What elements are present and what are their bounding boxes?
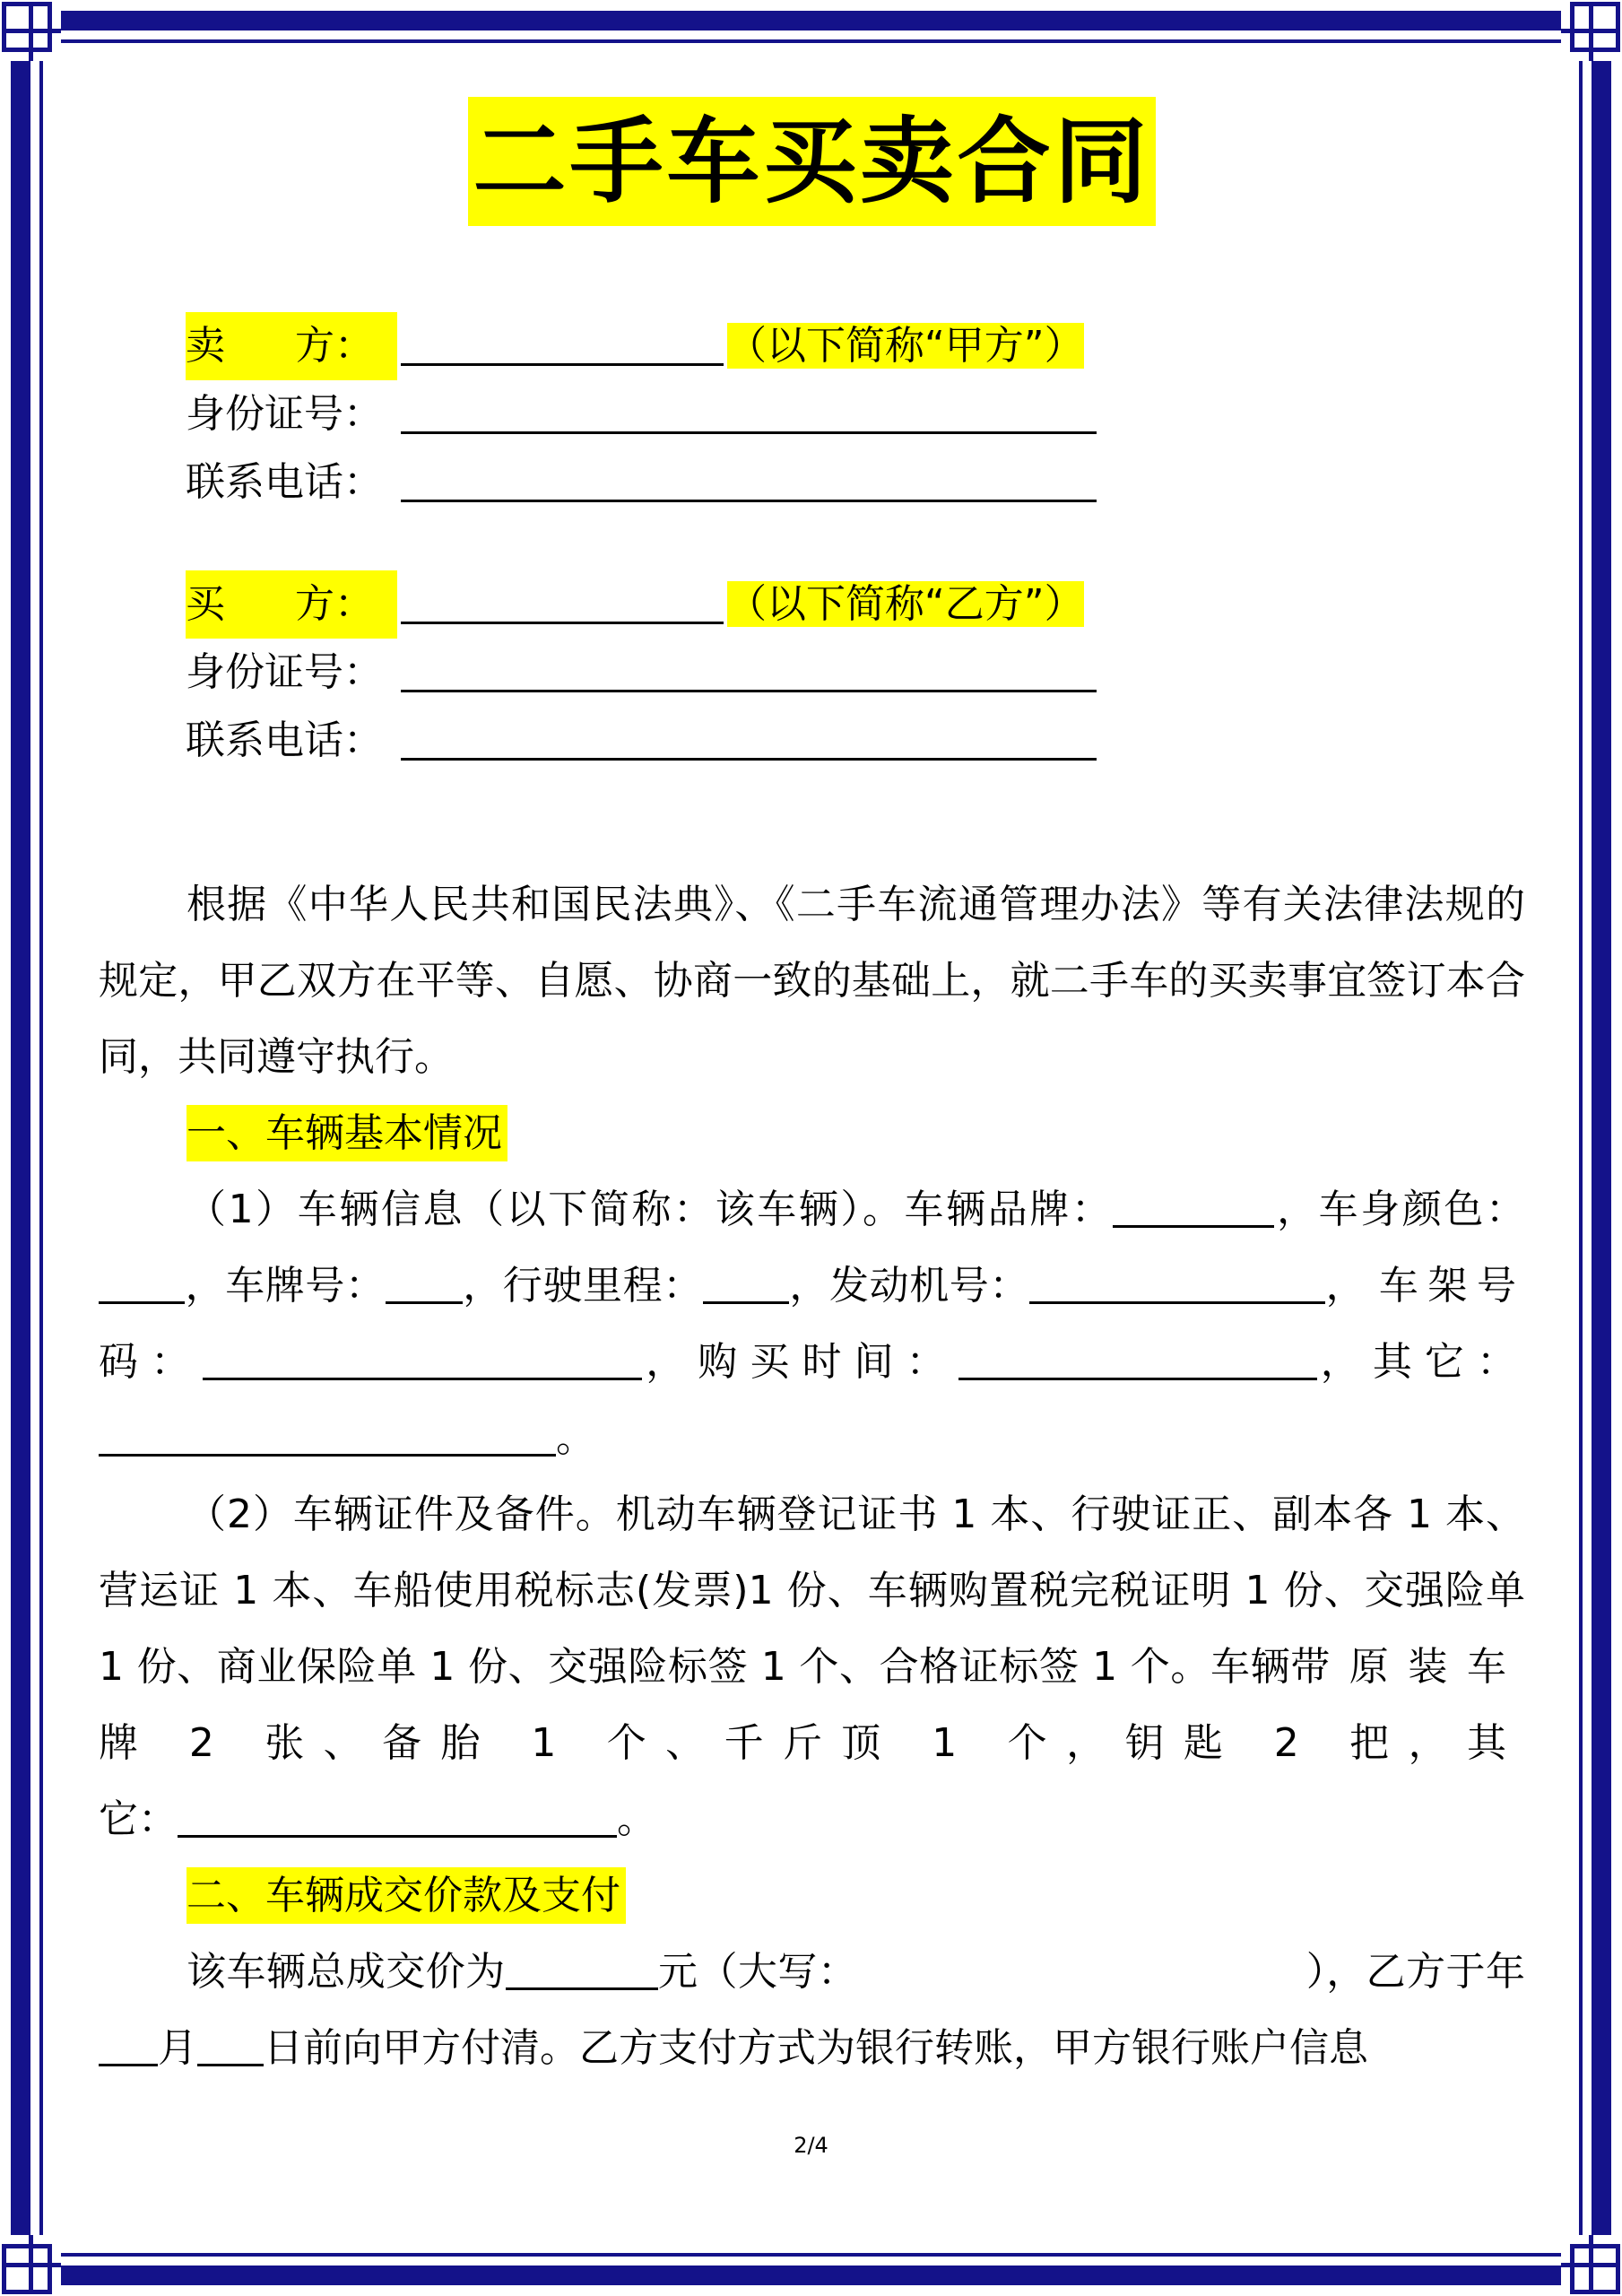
mileage-blank[interactable] bbox=[703, 1264, 789, 1304]
seller-label: 卖 方： bbox=[186, 312, 397, 380]
accessories-other-blank[interactable] bbox=[178, 1797, 617, 1838]
seller-phone-label: 联系电话： bbox=[186, 459, 383, 505]
payment-paragraph: 该车辆总成交价为 元（大写： ），乙方于年月 日前向甲方付清。乙方支付方式为银行转账，甲方银行账户信息 bbox=[99, 1934, 1525, 2086]
documents-paragraph: （2）车辆证件及备件。机动车辆登记证书 1 本、行驶证正、副本各 1 本、营运证 1 本、车船使用税标志(发票)1 份、车辆购置税完税证明 1 份、交强险单 1 份、商业保险单 1 份、交强险标签 1 个、合格证标签 1 个。车辆带原装车牌 2 张、备胎 1 个、千斤顶 1 个，钥匙 2 把，其它： 。 bbox=[99, 1492, 1525, 1842]
page-number: 2/4 bbox=[794, 2133, 828, 2158]
buyer-phone-label: 联系电话： bbox=[186, 718, 383, 763]
buyer-phone-blank[interactable] bbox=[401, 722, 1097, 761]
corner-ornament-bottom-left bbox=[2, 2235, 61, 2294]
corner-ornament-bottom-right bbox=[1561, 2235, 1620, 2294]
buyer-label: 买 方： bbox=[186, 570, 397, 639]
contract-body bbox=[99, 866, 1525, 2086]
intro-paragraph: 根据《中华人民共和国民法典》、《二手车流通管理办法》等有关法律法规的规定，甲乙双方在平等、自愿、协商一致的基础上，就二手车的买卖事宜签订本合同，共同遵守执行。 bbox=[99, 882, 1525, 1080]
engine-number-blank[interactable] bbox=[1029, 1264, 1325, 1304]
plate-blank[interactable] bbox=[386, 1264, 463, 1304]
month-blank[interactable] bbox=[99, 2026, 158, 2066]
corner-ornament-top-right bbox=[1561, 2, 1620, 61]
seller-block bbox=[186, 312, 1097, 517]
vehicle-info-paragraph: （1）车辆信息（以下简称：该车辆）。车辆品牌： ，车身颜色：，车牌号： ，行驶里程： ，发动机号： ， 车架号码： ，购买时间： ，其它：。 bbox=[99, 1187, 1526, 1461]
buyer-name-blank[interactable] bbox=[401, 586, 724, 624]
price-blank[interactable] bbox=[506, 1950, 658, 1990]
seller-id-blank[interactable] bbox=[401, 396, 1097, 434]
color-blank[interactable] bbox=[99, 1264, 185, 1304]
day-blank[interactable] bbox=[197, 2026, 264, 2066]
seller-name-blank[interactable] bbox=[401, 327, 724, 366]
document-title: 二手车买卖合同 bbox=[468, 97, 1156, 226]
seller-phone-blank[interactable] bbox=[401, 464, 1097, 502]
vehicle-other-blank[interactable] bbox=[99, 1416, 556, 1457]
seller-id-label: 身份证号： bbox=[186, 391, 383, 437]
section-1-heading: 一、车辆基本情况 bbox=[186, 1095, 1525, 1171]
buyer-block bbox=[186, 570, 1097, 775]
seller-alias: （以下简称“甲方”） bbox=[727, 323, 1084, 369]
buyer-id-label: 身份证号： bbox=[186, 649, 383, 695]
vin-blank[interactable] bbox=[203, 1340, 642, 1380]
buyer-id-blank[interactable] bbox=[401, 654, 1097, 692]
buyer-alias: （以下简称“乙方”） bbox=[727, 581, 1084, 627]
purchase-date-blank[interactable] bbox=[958, 1340, 1317, 1380]
corner-ornament-top-left bbox=[2, 2, 61, 61]
brand-blank[interactable] bbox=[1113, 1187, 1274, 1228]
section-2-heading: 二、车辆成交价款及支付 bbox=[186, 1857, 1525, 1934]
